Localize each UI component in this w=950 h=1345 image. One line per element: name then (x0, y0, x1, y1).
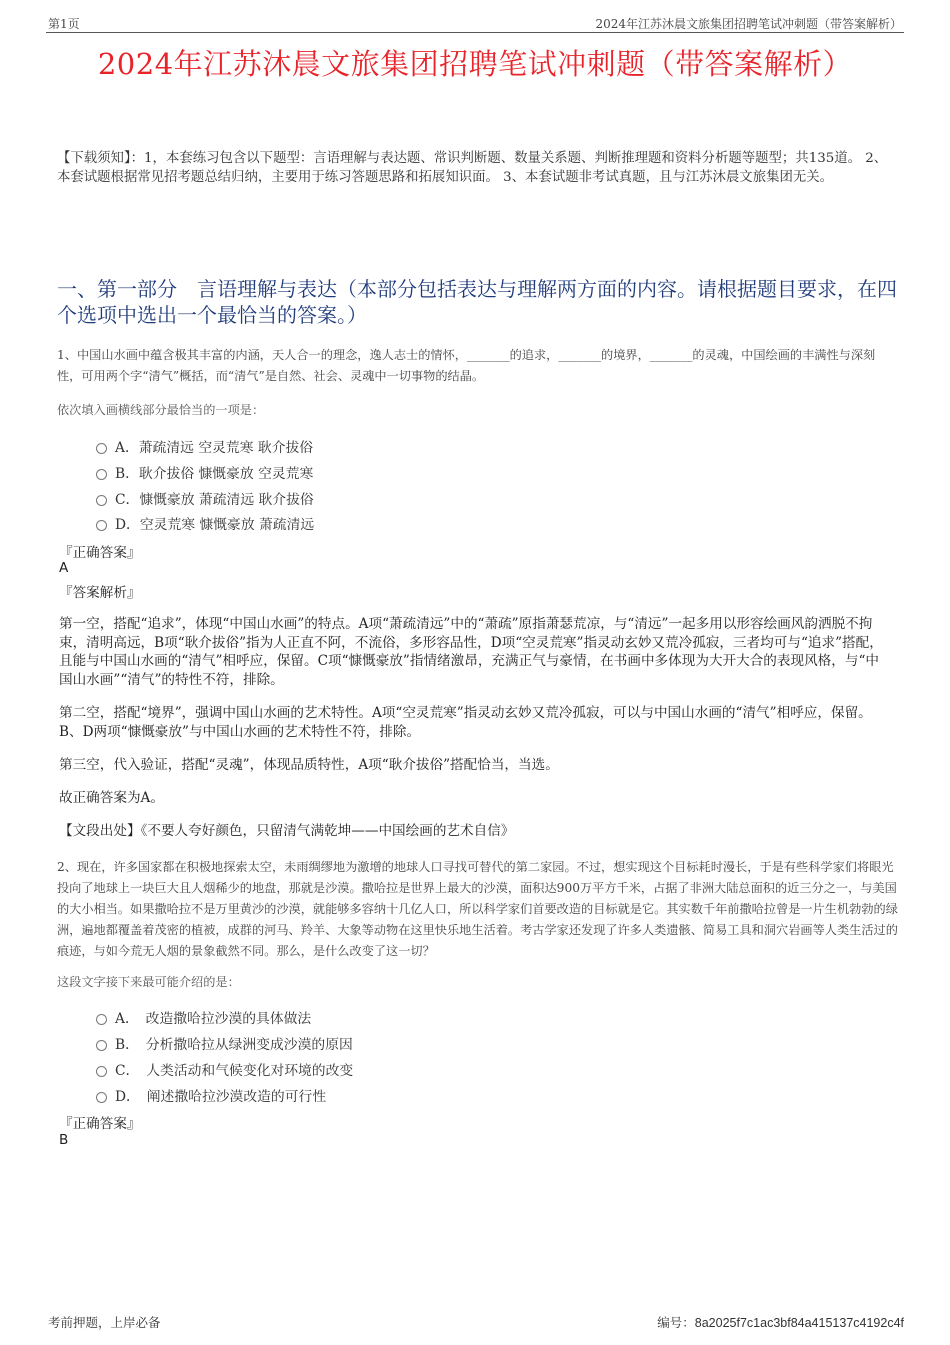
question-1-prompt: 依次填入画横线部分最恰当的一项是： (57, 403, 265, 417)
radio-icon[interactable] (96, 469, 107, 480)
page-header (46, 14, 904, 33)
option-label: A． 改造撒哈拉沙漠的具体做法 (115, 1011, 312, 1027)
q1-analysis-paragraph-1: 第一空，搭配“追求”，体现“中国山水画”的特点。A项“萧疏清远”中的“萧疏”原指萧瑟荒凉，与“清远”一起多用以形容绘画风韵洒脱不拘束，清明高远，B项“耿介拔俗”指为人正直不阿，不流俗，多形容品性，D项“空灵荒寒”指灵动玄妙又荒冷孤寂，三者均可与“追求”搭配，且能与中国山水画的“清气”相呼应，保留。C项“慷慨豪放”指情绪激昂，充满正气与豪情，在书画中多体现为大开大合的表现风格，与“中国山水画”“清气”的特性不符，排除。 (59, 616, 883, 688)
q2-answer-label: 『正确答案』 (59, 1116, 141, 1132)
q1-analysis-label: 『答案解析』 (59, 585, 141, 601)
q2-option-d[interactable] (96, 1085, 326, 1105)
q2-option-a[interactable] (96, 1007, 311, 1027)
q1-answer: A (59, 560, 69, 576)
option-label: C． 人类活动和气候变化对环境的改变 (115, 1063, 354, 1079)
option-label: B． 分析撒哈拉从绿洲变成沙漠的原因 (115, 1037, 353, 1053)
q1-analysis-paragraph-3: 第三空，代入验证，搭配“灵魂”，体现品质特性，A项“耿介拔俗”搭配恰当，当选。 (59, 757, 559, 773)
option-label: B．耿介拔俗 慷慨豪放 空灵荒寒 (115, 466, 314, 482)
radio-icon[interactable] (96, 1092, 107, 1103)
q1-option-c[interactable] (96, 488, 314, 508)
q1-analysis-paragraph-2: 第二空，搭配“境界”，强调中国山水画的艺术特性。A项“空灵荒寒”指灵动玄妙又荒冷孤寂，可以与中国山水画的“清气”相呼应，保留。B、D两项“慷慨豪放”与中国山水画的艺术特性不符，排除。 (59, 705, 872, 740)
radio-icon[interactable] (96, 495, 107, 506)
option-label: A．萧疏清远 空灵荒寒 耿介拔俗 (115, 440, 314, 456)
option-label: C．慷慨豪放 萧疏清远 耿介拔俗 (115, 492, 314, 508)
footer-slogan: 考前押题，上岸必备 (48, 1315, 161, 1330)
download-notice: 【下载须知】：1，本套练习包含以下题型：言语理解与表达题、常识判断题、数量关系题、判断推理题和资料分析题等题型；共135道。 2、本套试题根据常见招考题总结归纳，主要用于练习答题思路和拓展知识面。 3、本套试题非考试真题，且与江苏沐晨文旅集团无关。 (57, 151, 888, 185)
radio-icon[interactable] (96, 520, 107, 531)
q2-option-b[interactable] (96, 1033, 353, 1053)
question-1-stem: 1、中国山水画中蕴含极其丰富的内涵，天人合一的理念，逸人志士的情怀，_______的追求，_______的境界，_______的灵魂，中国绘画的丰满性与深刻性，可用两个字“清气”概括，而“清气”是自然、社会、灵魂中一切事物的结晶。 (57, 348, 876, 383)
question-2-stem: 2、现在，许多国家都在积极地探索太空，未雨绸缪地为激增的地球人口寻找可替代的第二家园。不过，想实现这个目标耗时漫长，于是有些科学家们将眼光投向了地球上一块巨大且人烟稀少的地盘，那就是沙漠。撒哈拉是世界上最大的沙漠，面积达900万平方千米，占据了非洲大陆总面积的近三分之一，与美国的大小相当。如果撒哈拉不是万里黄沙的沙漠，就能够多容纳十几亿人口，所以科学家们首要改造的目标就是它。其实数千年前撒哈拉曾是一片生机勃勃的绿洲，遍地都覆盖着茂密的植被，成群的河马、羚羊、大象等动物在这里快乐地生活着。考古学家还发现了许多人类遗骸、简易工具和洞穴岩画等人类生活过的痕迹，与如今荒无人烟的景象截然不同。那么，是什么改变了这一切？ (57, 860, 898, 958)
radio-icon[interactable] (96, 1066, 107, 1077)
footer-doc-id: 编号：8a2025f7c1ac3bf84a415137c4192c4f (657, 1316, 904, 1330)
q1-option-a[interactable] (96, 436, 313, 456)
q1-source: 【文段出处】《不要人夸好颜色，只留清气满乾坤——中国绘画的艺术自信》 (59, 823, 515, 839)
radio-icon[interactable] (96, 1014, 107, 1025)
q1-option-d[interactable] (96, 513, 314, 533)
header-doc-title: 2024年江苏沐晨文旅集团招聘笔试冲刺题（带答案解析） (595, 17, 902, 31)
section-heading: 一、第一部分 言语理解与表达（本部分包括表达与理解两方面的内容。请根据题目要求，在四个选项中选出一个最恰当的答案。） (57, 277, 897, 327)
question-2-prompt: 这段文字接下来最可能介绍的是： (57, 975, 240, 989)
q1-analysis-conclusion: 故正确答案为A。 (59, 790, 164, 806)
q2-answer: B (59, 1132, 69, 1148)
radio-icon[interactable] (96, 1040, 107, 1051)
page-title: 2024年江苏沐晨文旅集团招聘笔试冲刺题（带答案解析） (97, 47, 853, 81)
radio-icon[interactable] (96, 443, 107, 454)
q1-option-b[interactable] (96, 462, 313, 482)
q2-option-c[interactable] (96, 1059, 353, 1079)
option-label: D．空灵荒寒 慷慨豪放 萧疏清远 (115, 517, 315, 533)
option-label: D． 阐述撒哈拉沙漠改造的可行性 (115, 1089, 327, 1105)
q1-answer-label: 『正确答案』 (59, 545, 141, 561)
page-number: 第1页 (48, 17, 80, 31)
